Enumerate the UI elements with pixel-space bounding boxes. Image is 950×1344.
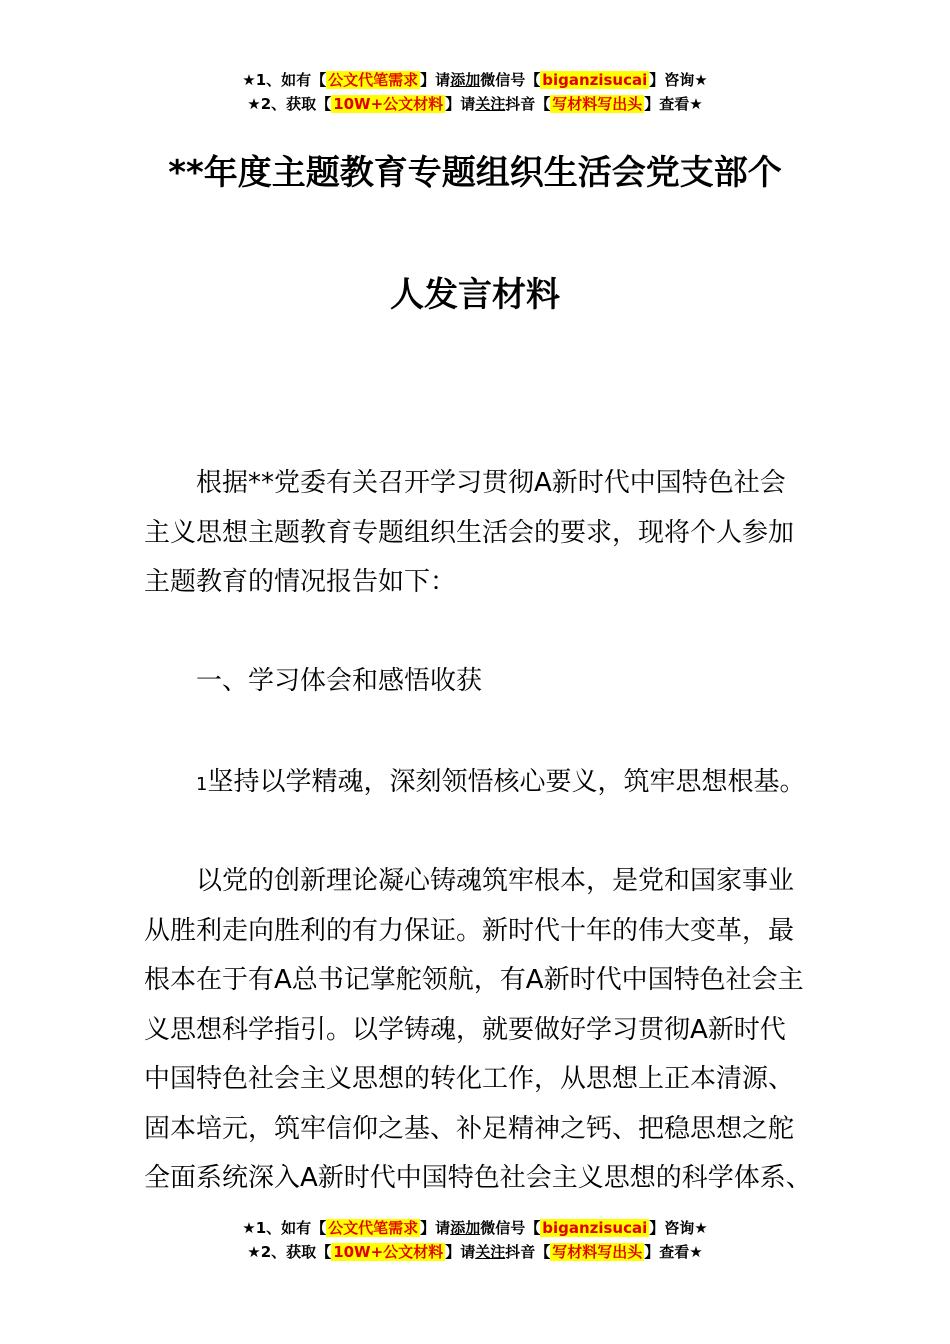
paragraph-line: 义思想科学指引。以学铸魂，就要做好学习贯彻A新时代 [144,1014,786,1045]
banner-text: 】查看★ [644,1243,703,1261]
banner-text: 】查看★ [644,95,703,113]
paragraph-line: 主义思想主题教育专题组织生活会的要求，现将个人参加 [144,517,795,548]
paragraph-line: 根据**党委有关召开学习贯彻A新时代中国特色社会 [196,468,786,498]
subsection-text: 坚持以学精魂，深刻领悟核心要义，筑牢思想根基。 [207,767,806,797]
header-banner [0,68,950,116]
subsection-heading [144,758,814,808]
subsection-number: 1 [196,774,208,795]
banner-text: 】请 [445,95,476,113]
banner-line-2 [0,92,950,116]
banner-highlight: 写材料写出头 [552,1243,643,1261]
paragraph-line: 中国特色社会主义思想的转化工作，从思想上正本清源、 [144,1064,795,1094]
paragraph-line: 以党的创新理论凝心铸魂筑牢根本，是党和国家事业 [196,866,795,896]
banner-highlight: biganzisucai [542,1219,648,1237]
document-title-line-1: **年度主题教育专题组织生活会党支部个 [168,153,782,193]
paragraph-line: 固本培元，筑牢信仰之基、补足精神之钙、把稳思想之舵 [144,1113,795,1144]
banner-underlined: 关注 [475,1243,506,1261]
banner-text: 】请 [445,1243,476,1261]
banner-highlight: 写材料写出头 [552,95,643,113]
banner-underlined: 添加 [450,71,481,89]
banner-highlight: 10W+公文材料 [333,1243,444,1261]
banner-line-2 [0,1240,950,1264]
footer-banner [0,1216,950,1264]
banner-text: 微信号【 [480,71,541,89]
banner-text: 】请 [420,1219,451,1237]
banner-highlight: 公文代笔需求 [328,1219,419,1237]
banner-text: 】咨询★ [649,71,708,89]
section-heading-text: 一、学习体会和感悟收获 [196,666,483,696]
banner-text: 】请 [420,71,451,89]
paragraph-line: 根本在于有A总书记掌舵领航，有A新时代中国特色社会主 [144,965,804,995]
banner-text: ★2、获取【 [247,1243,332,1261]
section-heading [144,657,814,707]
document-title-line-2: 人发言材料 [390,275,560,315]
body-paragraph [144,857,814,1204]
banner-text: 抖音【 [505,1243,551,1261]
paragraph-line: 全面系统深入A新时代中国特色社会主义思想的科学体系、 [144,1163,812,1193]
subsection-line [144,758,814,808]
banner-text: 抖音【 [505,95,551,113]
paragraph-line: 从胜利走向胜利的有力保证。新时代十年的伟大变革，最 [144,915,795,946]
intro-paragraph [144,459,814,608]
banner-text: 】咨询★ [649,1219,708,1237]
banner-underlined: 添加 [450,1219,481,1237]
banner-highlight: 10W+公文材料 [333,95,444,113]
banner-text: ★1、如有【 [242,1219,327,1237]
banner-text: ★1、如有【 [242,71,327,89]
banner-underlined: 关注 [475,95,506,113]
paragraph-line: 主题教育的情况报告如下： [144,567,457,597]
banner-highlight: biganzisucai [542,71,648,89]
banner-text: 微信号【 [480,1219,541,1237]
banner-line-1 [0,1216,950,1240]
banner-line-1 [0,68,950,92]
banner-text: ★2、获取【 [247,95,332,113]
banner-highlight: 公文代笔需求 [328,71,419,89]
